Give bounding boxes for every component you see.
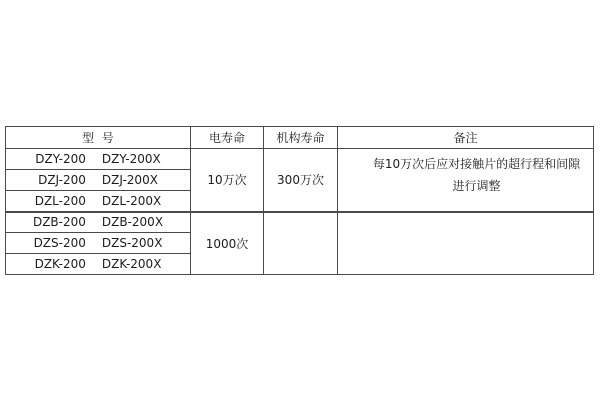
model-name: DZS-200 <box>33 236 86 250</box>
table-row <box>6 212 594 233</box>
model-cell <box>6 212 191 233</box>
model-cell <box>6 191 191 212</box>
remark-line-2: 进行调整 <box>452 178 501 193</box>
mechanism-life-cell: 300万次 <box>264 149 338 212</box>
model-name: DZL-200X <box>101 193 162 208</box>
model-name: DZS-200X <box>101 236 163 250</box>
remark-line-1: 每10万次后应对接触片的超行程和间隙 <box>372 156 581 171</box>
model-cell <box>6 149 191 170</box>
model-cell <box>6 233 191 254</box>
model-name: DZJ-200 <box>38 173 86 187</box>
model-name: DZK-200X <box>101 257 162 271</box>
table-row <box>6 149 594 170</box>
header-electrical-life: 电寿命 <box>191 127 264 149</box>
table-header-row <box>6 127 594 149</box>
model-name: DZB-200 <box>32 215 86 230</box>
remarks-cell <box>338 212 594 275</box>
model-name: DZL-200 <box>34 193 86 208</box>
model-name: DZK-200 <box>34 257 86 271</box>
header-mechanism-life: 机构寿命 <box>264 127 338 149</box>
header-remarks: 备注 <box>338 127 594 149</box>
model-name: DZJ-200X <box>101 173 158 187</box>
model-cell <box>6 254 191 275</box>
electrical-life-cell: 10万次 <box>191 149 264 212</box>
electrical-life-cell: 1000次 <box>191 212 264 275</box>
mechanism-life-cell <box>264 212 338 275</box>
spec-table <box>5 126 594 275</box>
model-cell <box>6 170 191 191</box>
model-name: DZY-200X <box>101 152 161 166</box>
model-name: DZY-200 <box>35 152 86 166</box>
remarks-cell <box>338 149 594 212</box>
model-name: DZB-200X <box>101 215 164 230</box>
header-model: 型 号 <box>6 127 191 149</box>
